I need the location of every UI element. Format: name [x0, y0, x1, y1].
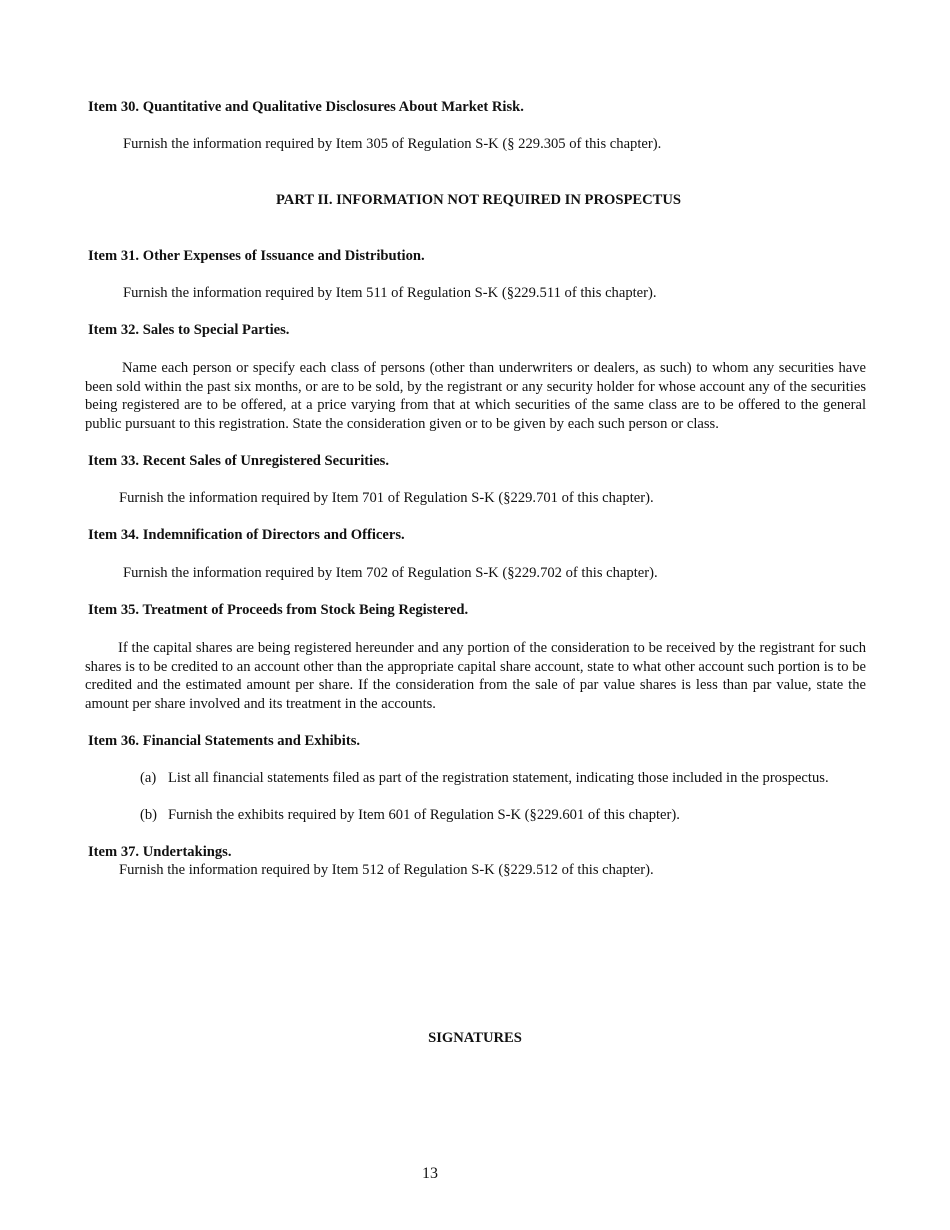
item-37-heading: Item 37. Undertakings.: [88, 844, 232, 860]
item-32-heading: Item 32. Sales to Special Parties.: [88, 322, 290, 338]
item-36-a-label: (a): [140, 770, 157, 786]
item-33-heading: Item 33. Recent Sales of Unregistered Securities.: [88, 453, 389, 469]
item-36-a-text: List all financial statements filed as part of the registration statement, indicating those included in the prospectus.: [168, 770, 829, 786]
item-30-body: Furnish the information required by Item 305 of Regulation S-K (§ 229.305 of this chapter).: [123, 136, 662, 152]
item-36-b-label: (b): [140, 807, 158, 823]
item-36-heading: Item 36. Financial Statements and Exhibits.: [88, 733, 361, 749]
part-ii-heading: PART II. INFORMATION NOT REQUIRED IN PROSPECTUS: [275, 192, 682, 208]
signatures-heading: SIGNATURES: [428, 1030, 522, 1046]
item-32-body: Name each person or specify each class of persons (other than underwriters or dealers, as such) to whom any securities have been sold within the past six months, or are to be sold, by the registrant or any security holder for whose account any of the securities being registered are to be offered, at a price varying from that at which securities of the same class are to be offered to the general public pursuant to this registration. State the consideration given or to be given by each such person or class.: [85, 360, 866, 433]
page-number: 13: [422, 1165, 438, 1182]
item-34-body: Furnish the information required by Item 702 of Regulation S-K (§229.702 of this chapter).: [123, 565, 658, 581]
item-31-body: Furnish the information required by Item 511 of Regulation S-K (§229.511 of this chapter).: [123, 285, 657, 301]
item-36-b-text: Furnish the exhibits required by Item 601 of Regulation S-K (§229.601 of this chapter).: [168, 807, 680, 823]
item-31-heading: Item 31. Other Expenses of Issuance and Distribution.: [88, 248, 425, 264]
item-37-body: Furnish the information required by Item 512 of Regulation S-K (§229.512 of this chapter).: [119, 862, 654, 878]
item-34-heading: Item 34. Indemnification of Directors and Officers.: [88, 527, 405, 543]
item-33-body: Furnish the information required by Item 701 of Regulation S-K (§229.701 of this chapter).: [119, 490, 654, 506]
item-35-heading: Item 35. Treatment of Proceeds from Stock Being Registered.: [88, 602, 469, 618]
item-35-body: If the capital shares are being registered hereunder and any portion of the consideration to be received by the registrant for such shares is to be credited to an account other than the appropriate capital share account, state to what other account such portion is to be credited and the estimated amount per share. If the consideration from the sale of par value shares is less than par value, state the amount per share involved and its treatment in the accounts.: [85, 640, 866, 713]
item-30-heading: Item 30. Quantitative and Qualitative Disclosures About Market Risk.: [88, 99, 524, 115]
